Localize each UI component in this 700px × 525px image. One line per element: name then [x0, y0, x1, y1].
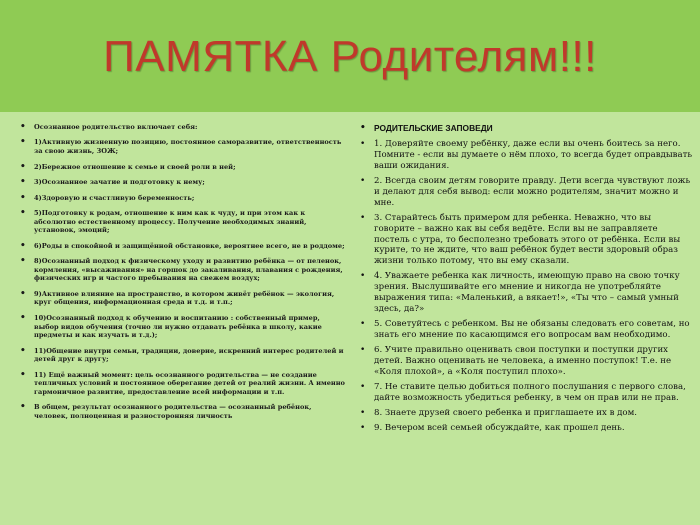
left-list-item-text: 6)Роды в спокойной и защищённой обстановке, вероятнее всего, не в роддоме;: [34, 241, 345, 250]
commandment-item: [360, 408, 693, 419]
left-list-item-text: 1)Активную жизненную позицию, постоянное саморазвитие, ответственность за свою жизнь, ЗОЖ;: [34, 138, 342, 156]
left-list-item: [20, 209, 345, 235]
commandment-item-text: 2. Всегда своим детям говорите правду. Дети всегда чувствуют ложь и делают для себя вывод: если можно родителям, значит можно и мне.: [374, 175, 691, 208]
left-list-item: [20, 123, 345, 132]
left-column-list: [20, 123, 345, 427]
commandment-item-text: 9. Вечером всей семьей обсуждайте, как прошел день.: [374, 423, 625, 434]
right-column-list: [360, 123, 693, 438]
left-list-item-text: 10)Осознанный подход к обучению и воспитанию : собственный пример, выбор видов обучения (точно ли нужно отдавать ребёнка в школу, какие предметы и как изучать и т.д.);: [34, 313, 322, 340]
bullet-icon: •: [360, 319, 366, 330]
bullet-icon: •: [20, 369, 26, 380]
bullet-icon: •: [360, 382, 366, 393]
left-list-item: [20, 347, 345, 364]
bullet-icon: •: [20, 345, 26, 356]
bullet-icon: •: [20, 208, 26, 219]
left-list-item: [20, 314, 345, 340]
left-list-item-text: 5)Подготовку к родам, отношение к ним как к чуду, и при этом как к абсолютно естественному процессу. Получение необходимых знаний, установок, эмоций;: [34, 209, 307, 235]
commandment-item: [360, 213, 693, 268]
bullet-icon: •: [360, 408, 366, 419]
bullet-icon: •: [20, 240, 26, 251]
left-list-item-text: 3)Осознанное зачатие и подготовку к нему;: [34, 178, 205, 187]
commandment-item: [360, 423, 693, 434]
commandment-item-text: 1. Доверяйте своему ребёнку, даже если вы очень боитесь за него. Помните - если вы думаете о нём плохо, то всегда будет оправдывать ваши ожидания.: [374, 138, 693, 171]
left-list-item: [20, 194, 345, 203]
page-title: ПАМЯТКА Родителям!!!: [103, 32, 597, 81]
commandment-item: [360, 319, 693, 341]
left-list-item-text: Осознанное родительство включает себя:: [34, 123, 198, 131]
commandment-item: [360, 345, 693, 378]
bullet-icon: •: [360, 271, 366, 282]
left-list-item: [20, 371, 345, 397]
commandment-item-text: 5. Советуйтесь с ребенком. Вы не обязаны следовать его советам, но знать его мнение по касающимся его вопросам вам необходимо.: [374, 319, 690, 341]
left-list-item-text: 2)Бережное отношение к семье и своей роли в ней;: [34, 162, 236, 171]
left-list-item: [20, 178, 345, 187]
bullet-icon: •: [20, 192, 26, 203]
bullet-icon: •: [360, 138, 366, 149]
commandment-item-text: 7. Не ставите целью добиться полного послушания с первого слова, дайте возможность убедиться ребенку, в чем он прав или не прав.: [374, 382, 686, 404]
left-list-item-text: 9)Активное влияние на пространство, в котором живёт ребёнок — экология, круг общения, информационная среда и т.д. и т.п.;: [34, 289, 335, 307]
left-list-item: [20, 163, 345, 172]
left-list-item: [20, 403, 345, 420]
bullet-icon: •: [20, 177, 26, 188]
commandment-item-text: 6. Учите правильно оценивать свои поступки и поступки других детей. Важно оценивать не человека, а именно поступок! Т.е. не «Коля плохой», а «Коля поступил плохо».: [374, 345, 672, 378]
left-list-item-text: 11) Ещё важный момент: цель осознанного родительства — не создание тепличных условий и постоянное оберегание детей от реалий жизни. А именно гармоничное развитие, предоставление всей информации и т.п.: [34, 370, 345, 396]
commandment-item: [360, 176, 693, 209]
left-list-item-text: 4)Здоровую и счастливую беременность;: [34, 193, 195, 202]
commandment-item-text: РОДИТЕЛЬСКИЕ ЗАПОВЕДИ: [374, 123, 493, 133]
bullet-icon: •: [360, 423, 366, 434]
bullet-icon: •: [360, 175, 366, 186]
bullet-icon: •: [360, 345, 366, 356]
bullet-icon: •: [360, 123, 366, 133]
commandment-item-text: 3. Старайтесь быть примером для ребенка. Неважно, что вы говорите – важно как вы себя ведёте. Если вы не заправляете постель с утра, то бесполезно требовать этого от ребёнка. Если вы курите, то не ждите, что ваш ребёнок будет вести здоровый образ жизни только потому, что вы ему сказали.: [374, 212, 681, 267]
bullet-icon: •: [20, 137, 26, 148]
left-list-item: [20, 242, 345, 251]
commandment-item: [360, 271, 693, 315]
left-list-item-text: 11)Общение внутри семьи, традиции, доверие, искренний интерес родителей и детей друг к другу;: [34, 346, 344, 364]
left-list-item: [20, 138, 345, 155]
bullet-icon: •: [20, 161, 26, 172]
commandment-item: [360, 139, 693, 172]
left-list-item-text: В общем, результат осознанного родительства — осознанный ребёнок, человек, полноценная и разносторонняя личность: [34, 403, 312, 420]
left-list-item: [20, 290, 345, 307]
bullet-icon: •: [20, 122, 26, 132]
left-list-item: [20, 257, 345, 283]
bullet-icon: •: [20, 312, 26, 323]
bullet-icon: •: [360, 212, 366, 223]
commandment-item: [360, 123, 693, 134]
left-list-item-text: 8)Осознанный подход к физическому уходу и развитию ребёнка — от пеленок, кормления, «высаживания» на горшок до закаливания, плавания с рождения, физических игр и частого пребывания на свежем воздух;: [34, 257, 343, 283]
bullet-icon: •: [20, 402, 26, 413]
bullet-icon: •: [20, 256, 26, 267]
commandment-item-text: 4. Уважаете ребенка как личность, имеющую право на свою точку зрения. Выслушивайте его мнение и никогда не употребляйте выражения типа: «Маленький, а вякает!», «Ты что – самый умный здесь, да?»: [374, 271, 680, 315]
commandment-item: [360, 382, 693, 404]
bullet-icon: •: [20, 288, 26, 299]
commandment-item-text: 8. Знаете друзей своего ребенка и приглашаете их в дом.: [374, 408, 638, 419]
